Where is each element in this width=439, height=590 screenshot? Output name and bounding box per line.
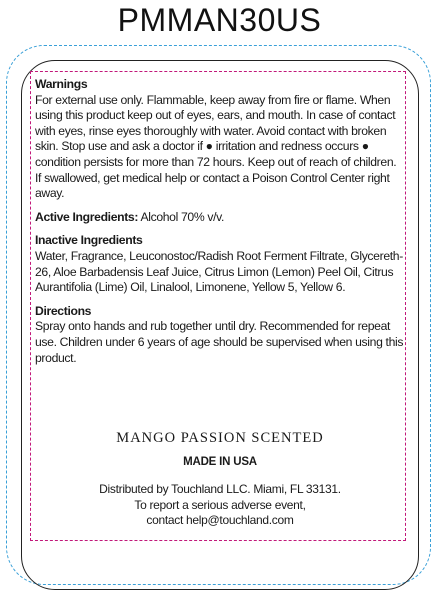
directions-text: Spray onto hands and rub together until dry. Recommended for repeat use. Children under 6 years of age should be supervised when using this product. bbox=[35, 319, 404, 365]
active-ingredients bbox=[35, 210, 405, 226]
active-label: Active Ingredients: bbox=[35, 209, 139, 224]
report-line: To report a serious adverse event, bbox=[134, 497, 306, 512]
product-code: PMMAN30US bbox=[117, 2, 322, 38]
directions-section bbox=[35, 304, 405, 366]
inactive-heading: Inactive Ingredients bbox=[35, 233, 143, 248]
warnings-heading: Warnings bbox=[35, 77, 88, 91]
inactive-text: Water, Fragrance, Leuconostoc/Radish Root Ferment Filtrate, Glycereth-26, Aloe Barbadensis Leaf Juice, Citrus Limon (Lemon) Peel Oil, Citrus Aurantifolia (Lime) Oil, Linalool, Limonene, Yellow 5, Yellow 6. bbox=[35, 248, 403, 295]
warnings-section bbox=[35, 77, 405, 202]
directions-heading: Directions bbox=[35, 303, 92, 318]
made-in: MADE IN USA bbox=[183, 456, 257, 468]
contact-line: contact help@touchland.com bbox=[146, 513, 294, 527]
label-content bbox=[35, 77, 405, 374]
scent-title: MANGO PASSION SCENTED bbox=[116, 430, 324, 446]
warnings-text: For external use only. Flammable, keep away from fire or flame. When using this product keep out of eyes, ears, and mouth. In case of contact with eyes, rinse eyes thoroughly with water. Avoid contact with broken skin. Stop use and ask a doctor if ● irritation and redness occurs ● condition persists for more than 72 hours. Keep out of reach of children. If swallowed, get medical help or contact a Poison Control Center right away. bbox=[35, 92, 397, 201]
distributor-info bbox=[22, 482, 418, 529]
distributor-line: Distributed by Touchland LLC. Miami, FL 33131. bbox=[99, 482, 341, 496]
active-value: Alcohol 70% v/v. bbox=[140, 209, 225, 224]
inactive-section bbox=[35, 233, 405, 295]
